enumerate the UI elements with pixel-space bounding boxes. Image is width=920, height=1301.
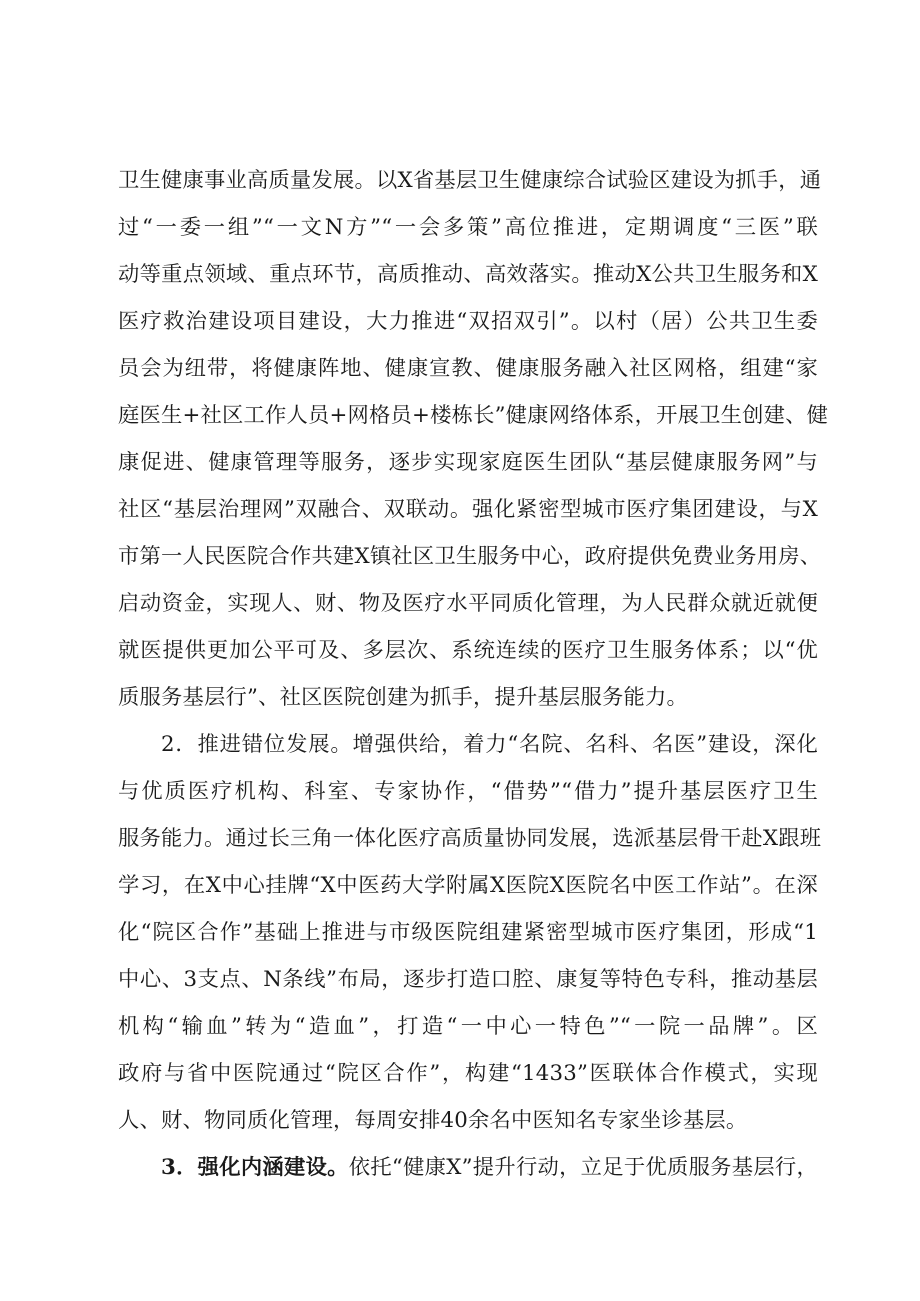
body-line: 社区“基层治理网”双融合、双联动。强化紧密型城市医疗集团建设，与X — [118, 497, 818, 522]
body-line: 市第一人民医院合作共建X镇社区卫生服务中心，政府提供免费业务用房、 — [118, 544, 822, 569]
body-line: 员会为纽带，将健康阵地、健康宣教、健康服务融入社区网格，组建“家 — [118, 356, 818, 381]
section-3-body: 依托“健康X”提升行动，立足于优质服务基层行， — [348, 1155, 818, 1180]
body-line: 动等重点领域、重点环节，高质推动、高效落实。推动X公共卫生服务和X — [118, 262, 818, 287]
body-line: 中心、3支点、N条线”布局，逐步打造口腔、康复等特色专科，推动基层 — [118, 967, 818, 992]
body-line: 庭医生+社区工作人员+网格员+楼栋长”健康网络体系，开展卫生创建、健 — [118, 403, 829, 428]
paragraph-end-line: 人、财、物同质化管理，每周安排40余名中医知名专家坐诊基层。 — [118, 1108, 748, 1133]
body-line: 医疗救治建设项目建设，大力推进“双招双引”。以村（居）公共卫生委 — [118, 309, 818, 334]
section-3-line — [161, 1153, 818, 1183]
body-line: 机构“输血”转为“造血”，打造“一中心一特色”“一院一品牌”。区 — [118, 1014, 818, 1039]
section-3-heading: 3．强化内涵建设。 — [161, 1155, 349, 1180]
body-line: 化“院区合作”基础上推进与市级医院组建紧密型城市医疗集团，形成“1 — [118, 920, 818, 945]
section-2-heading-line: 2．推进错位发展。增强供给，着力“名院、名科、名医”建设，深化 — [161, 732, 818, 757]
paragraph-end-line: 质服务基层行”、社区医院创建为抓手，提升基层服务能力。 — [118, 685, 689, 710]
body-line: 启动资金，实现人、财、物及医疗水平同质化管理，为人民群众就近就便 — [118, 591, 818, 616]
body-line: 服务能力。通过长三角一体化医疗高质量协同发展，选派基层骨干赴X跟班 — [118, 826, 822, 851]
body-line: 康促进、健康管理等服务，逐步实现家庭医生团队“基层健康服务网”与 — [118, 450, 818, 475]
body-line: 政府与省中医院通过“院区合作”，构建“1433”医联体合作模式，实现 — [118, 1061, 818, 1086]
body-line: 就医提供更加公平可及、多层次、系统连续的医疗卫生服务体系；以“优 — [118, 638, 818, 663]
body-line: 与优质医疗机构、科室、专家协作，“借势”“借力”提升基层医疗卫生 — [118, 779, 818, 804]
body-line: 过“一委一组”“一文N方”“一会多策”高位推进，定期调度“三医”联 — [118, 215, 818, 240]
body-line: 卫生健康事业高质量发展。以X省基层卫生健康综合试验区建设为抓手，通 — [118, 168, 822, 193]
body-line: 学习，在X中心挂牌“X中医药大学附属X医院X医院名中医工作站”。在深 — [118, 873, 818, 898]
